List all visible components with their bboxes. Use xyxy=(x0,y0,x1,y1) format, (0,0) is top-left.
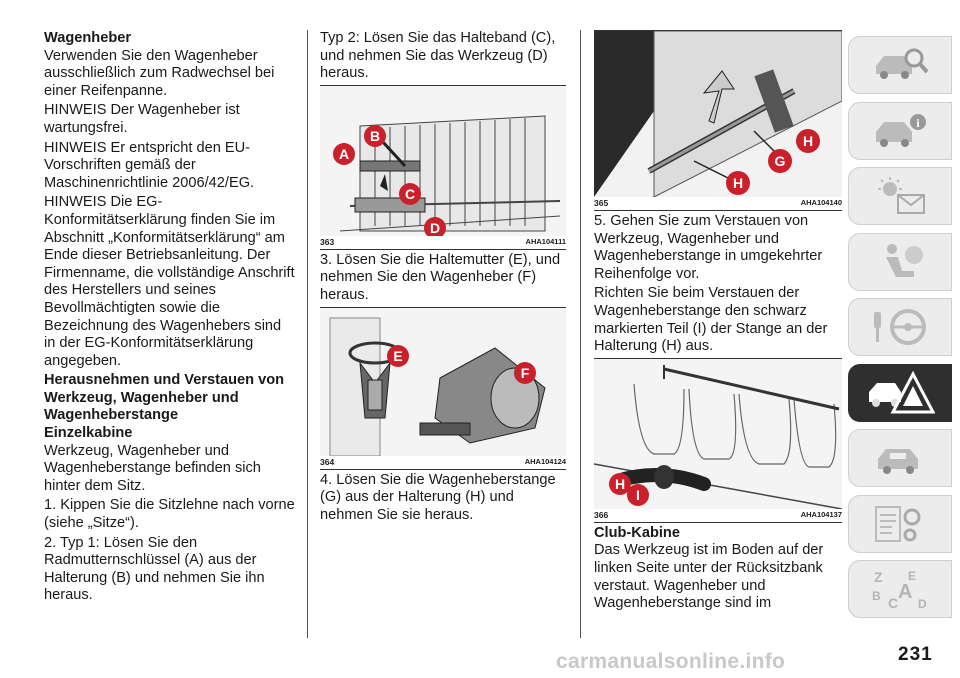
warning-lights-message-icon xyxy=(870,175,930,217)
figure-number: 365 xyxy=(594,198,609,208)
figure-number: 363 xyxy=(320,236,335,247)
paragraph: Verwenden Sie den Wagenheber ausschließlich zum Radwechsel bei einer Reifenpanne. xyxy=(44,47,275,99)
label-h: H xyxy=(732,175,744,191)
figure-366-illustration xyxy=(594,359,842,509)
step-2: 2. Typ 1: Lösen Sie den Radmutternschlüssel (A) aus der Halterung (B) und nehmen Sie ihn heraus. xyxy=(44,534,265,604)
label-f: F xyxy=(520,364,530,381)
figure-363-illustration xyxy=(320,86,566,236)
label-g: G xyxy=(774,153,786,169)
figure-code: AHA104111 xyxy=(525,236,566,246)
label-i: I xyxy=(636,486,640,503)
paragraph: Werkzeug, Wagenheber und Wagenheberstange befinden sich hinter dem Sitz. xyxy=(44,442,261,494)
paragraph-note: HINWEIS Der Wagenheber ist wartungsfrei. xyxy=(44,102,240,136)
label-h: H xyxy=(614,475,626,492)
column-divider xyxy=(307,30,308,638)
figure-365 xyxy=(594,30,842,211)
figure-366 xyxy=(594,358,842,523)
paragraph: Richten Sie beim Verstauen der Wagenheberstange den schwarz markierten Teil (I) der Stange an der Halterung (H) aus. xyxy=(594,285,828,355)
index-letter: Z xyxy=(874,569,883,585)
step-3: 3. Lösen Sie die Haltemutter (E), und nehmen Sie den Wagenheber (F) heraus. xyxy=(320,251,561,303)
heading-herausnehmen: Herausnehmen und Verstauen von Werkzeug, Wagenheber und Wagenheberstange xyxy=(44,372,285,424)
key-steering-wheel-icon xyxy=(870,306,930,348)
label-a: A xyxy=(338,145,350,162)
label-h: H xyxy=(802,133,814,149)
heading-club-kabine: Club-Kabine xyxy=(594,524,680,541)
column-divider xyxy=(580,30,581,638)
paragraph-note: HINWEIS Er entspricht den EU-Vorschriften gemäß der Maschinenrichtlinie 2006/42/EG. xyxy=(44,139,255,191)
tab-car-info[interactable] xyxy=(848,102,952,160)
right-column xyxy=(594,30,842,615)
figure-364-caption xyxy=(320,456,566,469)
figure-number: 364 xyxy=(320,456,335,467)
step-4: 4. Lösen Sie die Wagenheberstange (G) aus der Halterung (H) und nehmen Sie sie heraus. xyxy=(320,471,556,523)
figure-365-caption xyxy=(594,197,842,210)
index-letter: C xyxy=(888,595,899,611)
label-d: D xyxy=(429,219,441,236)
tab-airbag-seat[interactable] xyxy=(848,233,952,291)
figure-364-illustration xyxy=(320,308,566,456)
tab-key-steering[interactable] xyxy=(848,298,952,356)
step-5: 5. Gehen Sie zum Verstauen von Werkzeug, Wagenheber und Wagenheberstange in umgekehrter Reihenfolge vor. xyxy=(594,213,823,282)
airbag-seat-icon xyxy=(870,241,930,283)
tab-index[interactable] xyxy=(848,560,952,618)
label-e: E xyxy=(393,347,403,364)
car-info-icon xyxy=(870,110,930,152)
alphabetical-index-icon xyxy=(868,566,932,612)
tab-breakdown[interactable] xyxy=(848,364,952,422)
middle-column xyxy=(320,30,566,526)
index-letter: D xyxy=(918,597,927,611)
figure-365-illustration xyxy=(594,31,842,197)
step-1: 1. Kippen Sie die Sitzlehne nach vorne (siehe „Sitze“). xyxy=(44,497,295,532)
figure-code: AHA104124 xyxy=(524,456,566,466)
label-b: B xyxy=(369,127,381,144)
figure-code: AHA104140 xyxy=(800,198,842,207)
car-service-icon xyxy=(870,437,930,479)
tab-warning-lights[interactable] xyxy=(848,167,952,225)
left-column xyxy=(44,30,296,607)
paragraph-note: HINWEIS Die EG-Konformitätserklärung finden Sie im Abschnitt „Konformitätserklärung“ am Ende dieser Betriebsanleitung. Der Firmenname, die vollständige Anschrift des Herstellers und seines Bevollmächtigten sowie die Bezeichnung des Wagenhebers sind in der EG-Konformitätserklärung angegeben. xyxy=(44,194,295,369)
page-number: 231 xyxy=(898,644,933,665)
watermark: carmanualsonline.info xyxy=(556,650,786,673)
car-search-icon xyxy=(870,44,930,86)
heading-wagenheber: Wagenheber xyxy=(44,30,132,46)
tab-car-service[interactable] xyxy=(848,429,952,487)
chapter-tabs xyxy=(848,36,952,626)
tab-car-search[interactable] xyxy=(848,36,952,94)
specifications-gear-icon xyxy=(870,503,930,545)
heading-einzelkabine: Einzelkabine xyxy=(44,425,133,442)
figure-364 xyxy=(320,307,566,470)
figure-363 xyxy=(320,85,566,250)
svg-text:i: i xyxy=(916,115,920,130)
index-letter: E xyxy=(908,569,917,583)
index-letter: A xyxy=(898,581,913,603)
index-letter: B xyxy=(872,589,881,603)
figure-366-caption xyxy=(594,509,842,522)
figure-363-caption xyxy=(320,236,566,249)
figure-number: 366 xyxy=(594,509,609,520)
label-c: C xyxy=(404,185,416,202)
tab-specifications[interactable] xyxy=(848,495,952,553)
paragraph: Das Werkzeug ist im Boden auf der linken Seite unter der Rücksitzbank verstaut. Wagenheber und Wagenheberstange sind im xyxy=(594,542,824,612)
car-breakdown-triangle-icon xyxy=(865,370,935,416)
figure-code: AHA104137 xyxy=(800,509,842,519)
paragraph-typ2: Typ 2: Lösen Sie das Halteband (C), und nehmen Sie das Werkzeug (D) heraus. xyxy=(320,30,556,82)
